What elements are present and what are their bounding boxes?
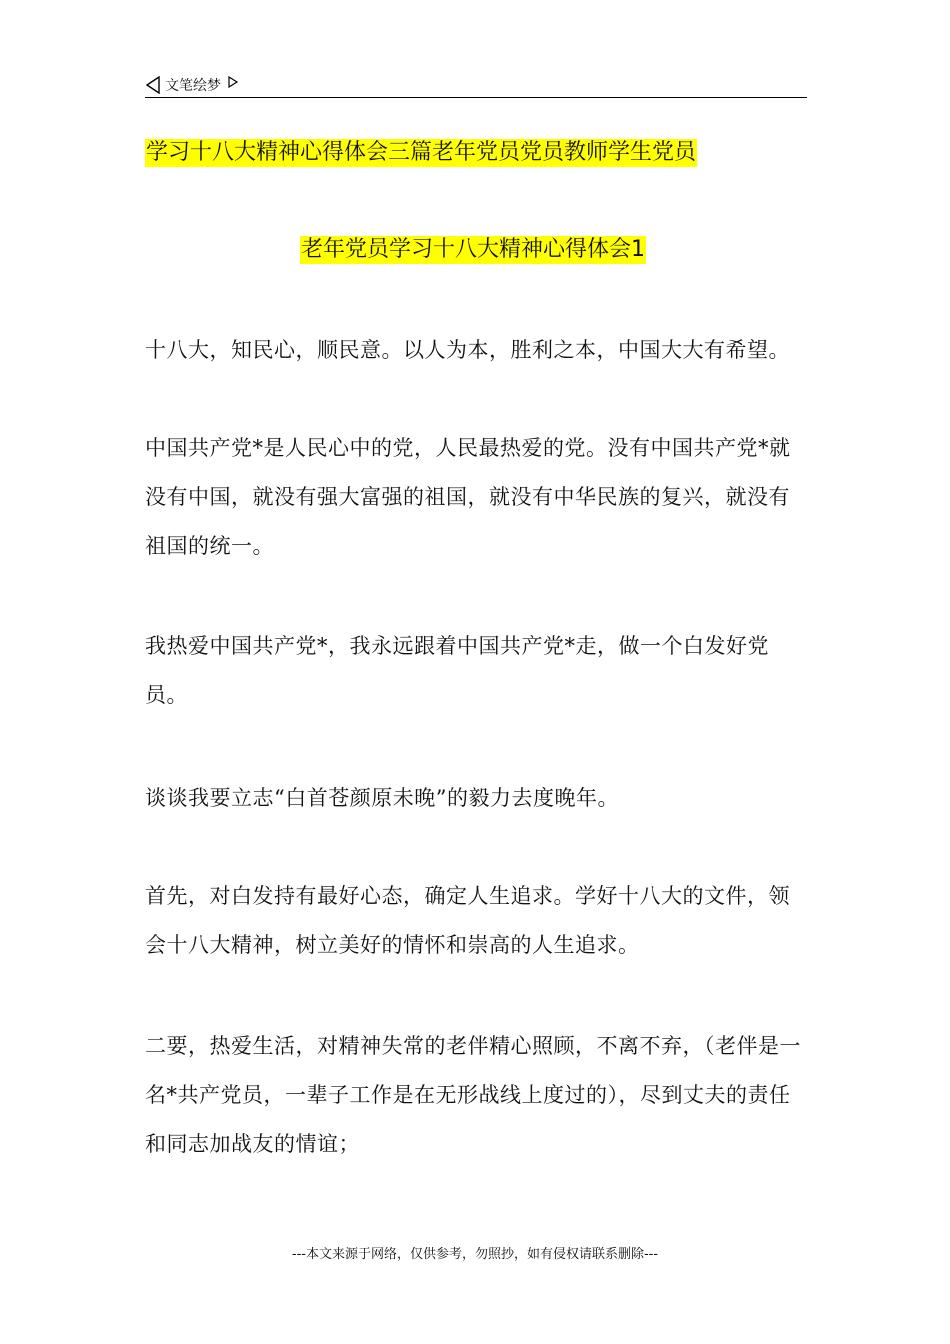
paragraph: 首先，对白发持有最好心态，确定人生追求。学好十八大的文件，领会十八大精神，树立美好的情怀和崇高的人生追求。 <box>145 884 790 957</box>
header-brand: 文笔绘梦 <box>165 78 221 94</box>
document-header <box>145 72 807 98</box>
page-footer: ---本文来源于网络，仅供参考，勿照抄，如有侵权请联系删除--- <box>291 1247 659 1262</box>
paragraph: 中国共产党*是人民心中的党，人民最热爱的党。没有中国共产党*就没有中国，就没有强大富强的祖国，就没有中华民族的复兴，就没有祖国的统一。 <box>145 436 791 558</box>
paragraph: 十八大，知民心，顺民意。以人为本，胜利之本，中国大大有希望。 <box>145 338 790 362</box>
section-heading: 老年党员学习十八大精神心得体会1 <box>301 237 645 262</box>
triangle-left-icon <box>145 76 161 94</box>
paragraph: 我热爱中国共产党*，我永远跟着中国共产党*走，做一个白发好党员。 <box>145 634 769 707</box>
header-divider <box>145 97 807 98</box>
triangle-right-icon <box>227 76 239 88</box>
document-title: 学习十八大精神心得体会三篇老年党员党员教师学生党员 <box>146 140 697 165</box>
paragraph: 二要，热爱生活，对精神失常的老伴精心照顾，不离不弃，（老伴是一名*共产党员，一辈子工作是在无形战线上度过的），尽到丈夫的责任和同志加战友的情谊； <box>145 1034 801 1156</box>
paragraph: 谈谈我要立志“白首苍颜原未晚”的毅力去度晚年。 <box>145 786 619 810</box>
